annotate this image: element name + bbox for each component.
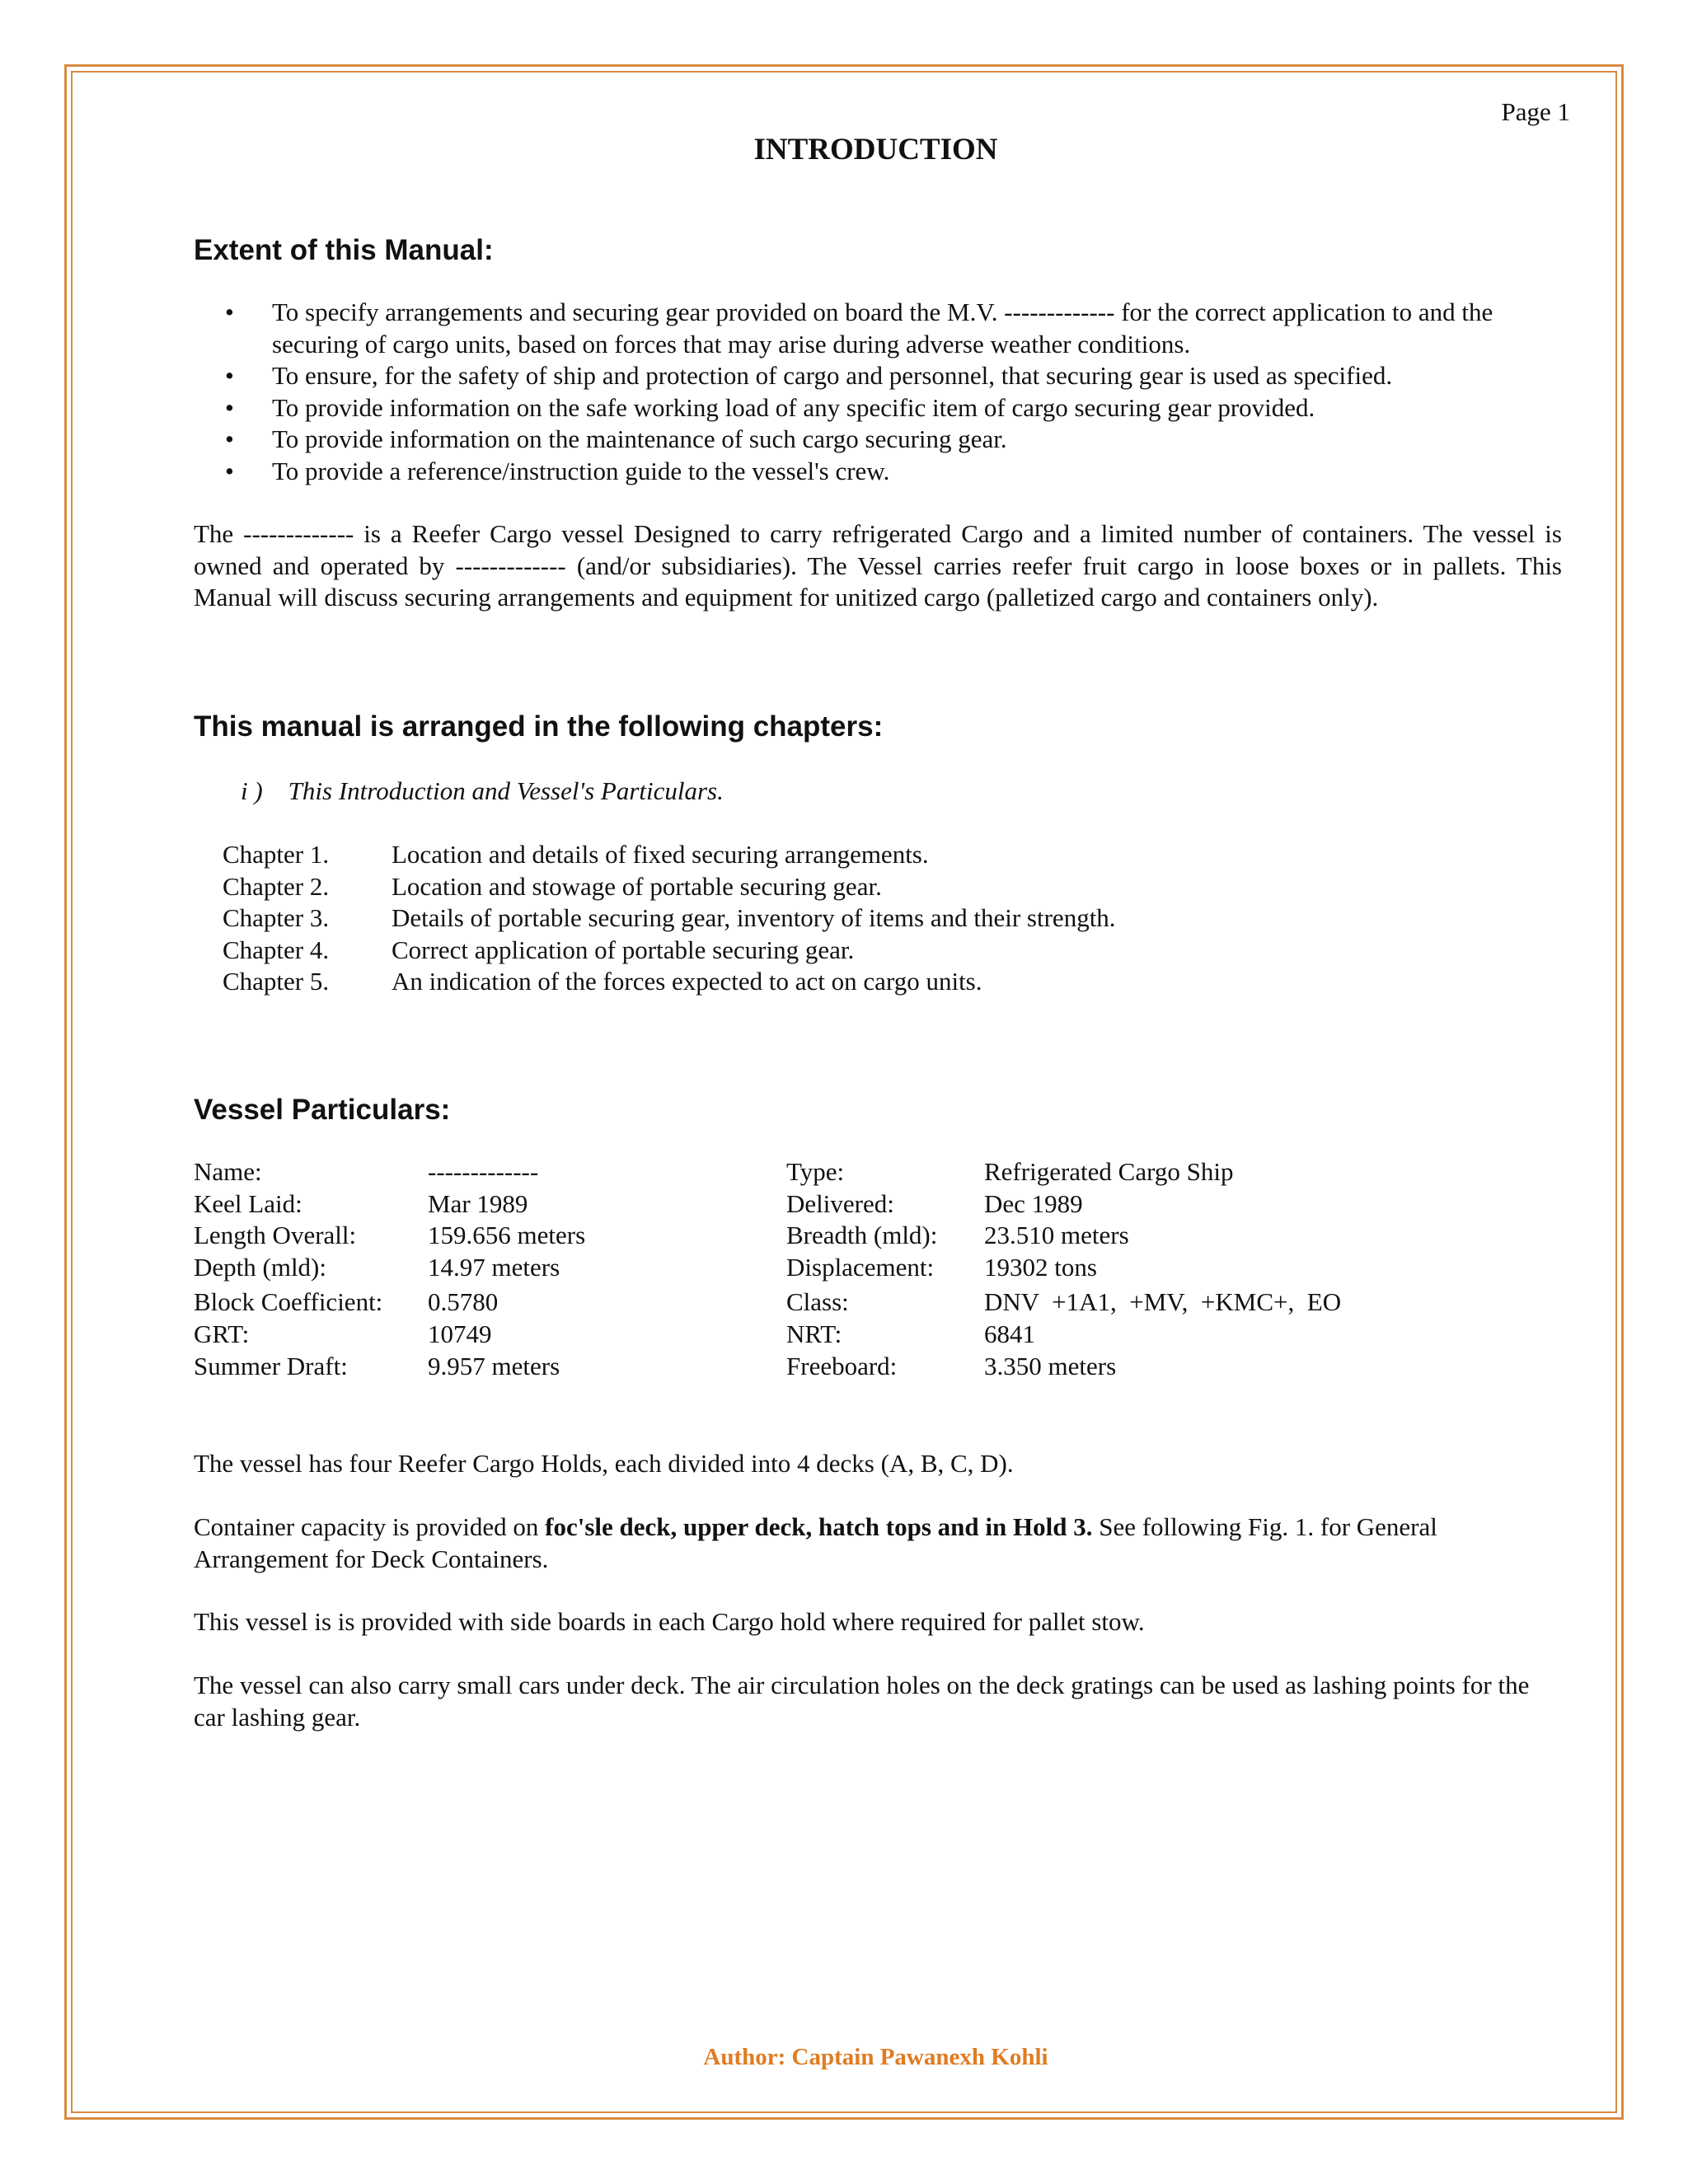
particular-value: 6841 bbox=[984, 1319, 1035, 1348]
particular-value: ------------- bbox=[428, 1157, 539, 1186]
particular-value: Dec 1989 bbox=[984, 1188, 1083, 1218]
vessel-intro-paragraph: The ------------- is a Reefer Cargo vessel Designed to carry refrigerated Cargo and a limited number of containers. The vessel is owned and operated by ------------- (and/or subsidiaries). The Vessel carries reefer fruit cargo in loose boxes or in pallets. This Manual will discuss securing arrangements and equipment for unitized cargo (palletized cargo and containers only). bbox=[194, 519, 1562, 612]
particular-key: Type: bbox=[786, 1157, 845, 1186]
particulars-row bbox=[194, 1319, 1341, 1351]
particular-value: 3.350 meters bbox=[984, 1351, 1117, 1380]
chapter-label: Chapter 5. bbox=[223, 967, 330, 996]
particular-value: 159.656 meters bbox=[428, 1221, 586, 1249]
particular-key: Breadth (mld): bbox=[786, 1221, 938, 1249]
particular-key: NRT: bbox=[786, 1319, 842, 1348]
chapter-row bbox=[223, 935, 1116, 967]
chapter-row bbox=[223, 871, 1116, 903]
particulars-row bbox=[194, 1188, 1341, 1221]
container-text-bold: foc'sle deck, upper deck, hatch tops and in Hold 3. bbox=[545, 1512, 1093, 1541]
page-title: INTRODUCTION bbox=[753, 133, 998, 166]
chapter-text: Location and stowage of portable securing gear. bbox=[392, 871, 882, 901]
cars-paragraph: The vessel can also carry small cars under deck. The air circulation holes on the deck gratings can be used as lashing points for the car lashing gear. bbox=[194, 1671, 1530, 1732]
chapter-text: Correct application of portable securing gear. bbox=[392, 935, 855, 964]
particular-value: Mar 1989 bbox=[428, 1188, 528, 1218]
particular-key: Summer Draft: bbox=[194, 1351, 348, 1380]
particulars-row bbox=[194, 1283, 1341, 1319]
container-text: See following Fig. 1. for General Arrangement for Deck Containers. bbox=[194, 1512, 1437, 1573]
bullet-item: • To provide information on the maintenance of such cargo securing gear. bbox=[194, 424, 1562, 456]
particulars-row bbox=[194, 1220, 1341, 1252]
holds-paragraph: The vessel has four Reefer Cargo Holds, each divided into 4 decks (A, B, C, D). bbox=[194, 1449, 1014, 1478]
bullet-item: • To specify arrangements and securing gear provided on board the M.V. ------------- for the correct application to and the securing of cargo units, based on forces that may arise during adverse weather conditions. bbox=[194, 297, 1562, 360]
particular-value: 14.97 meters bbox=[428, 1252, 560, 1282]
particular-value: 19302 tons bbox=[984, 1252, 1097, 1282]
chapter-list bbox=[223, 839, 1116, 998]
particular-key: Freeboard: bbox=[786, 1351, 898, 1380]
particular-key: Keel Laid: bbox=[194, 1188, 302, 1218]
particular-key: Length Overall: bbox=[194, 1221, 357, 1249]
particular-key: Name: bbox=[194, 1157, 262, 1186]
author-footer: Author: Captain Pawanexh Kohli bbox=[703, 2044, 1048, 2070]
container-text: Container capacity is provided on bbox=[194, 1512, 546, 1541]
chapter-row bbox=[223, 902, 1116, 935]
particulars-table bbox=[194, 1156, 1341, 1382]
chapter-text: Location and details of fixed securing arrangements. bbox=[392, 840, 929, 869]
particular-key: GRT: bbox=[194, 1319, 250, 1348]
particular-value: 23.510 meters bbox=[984, 1221, 1129, 1249]
heading-particulars: Vessel Particulars: bbox=[194, 1094, 451, 1126]
sideboards-paragraph: This vessel is is provided with side boards in each Cargo hold where required for pallet stow. bbox=[194, 1607, 1145, 1636]
particular-value: 9.957 meters bbox=[428, 1351, 560, 1380]
chapter-row bbox=[223, 839, 1116, 871]
intro-item: i ) This Introduction and Vessel's Particulars. bbox=[241, 776, 724, 805]
chapter-label: Chapter 2. bbox=[223, 871, 330, 901]
chapter-label: Chapter 4. bbox=[223, 935, 330, 964]
particular-key: Block Coefficient: bbox=[194, 1287, 383, 1316]
chapter-text: An indication of the forces expected to act on cargo units. bbox=[392, 967, 982, 996]
particular-value: DNV +1A1, +MV, +KMC+, EO bbox=[984, 1287, 1342, 1316]
bullet-item: • To provide information on the safe working load of any specific item of cargo securing gear provided. bbox=[194, 392, 1562, 424]
bullet-item: • To ensure, for the safety of ship and protection of cargo and personnel, that securing gear is used as specified. bbox=[194, 360, 1562, 392]
particulars-row bbox=[194, 1252, 1341, 1284]
particular-key: Delivered: bbox=[786, 1188, 894, 1218]
extent-bullet-list bbox=[194, 297, 1562, 487]
particular-value: Refrigerated Cargo Ship bbox=[984, 1157, 1234, 1186]
particular-key: Displacement: bbox=[786, 1252, 935, 1282]
chapter-text: Details of portable securing gear, inventory of items and their strength. bbox=[392, 903, 1116, 932]
particulars-row bbox=[194, 1156, 1341, 1188]
chapter-label: Chapter 1. bbox=[223, 840, 330, 869]
particulars-row bbox=[194, 1351, 1341, 1383]
chapter-label: Chapter 3. bbox=[223, 903, 330, 932]
particular-key: Depth (mld): bbox=[194, 1252, 326, 1282]
particular-value: 0.5780 bbox=[428, 1287, 499, 1316]
particular-value: 10749 bbox=[428, 1319, 492, 1348]
container-paragraph bbox=[194, 1511, 1562, 1575]
particular-key: Class: bbox=[786, 1287, 849, 1316]
bullet-item: • To provide a reference/instruction guide to the vessel's crew. bbox=[194, 456, 1562, 488]
page-number: Page 1 bbox=[1501, 97, 1570, 126]
heading-extent: Extent of this Manual: bbox=[194, 234, 494, 266]
chapter-row bbox=[223, 966, 1116, 998]
heading-chapters: This manual is arranged in the following chapters: bbox=[194, 710, 884, 743]
